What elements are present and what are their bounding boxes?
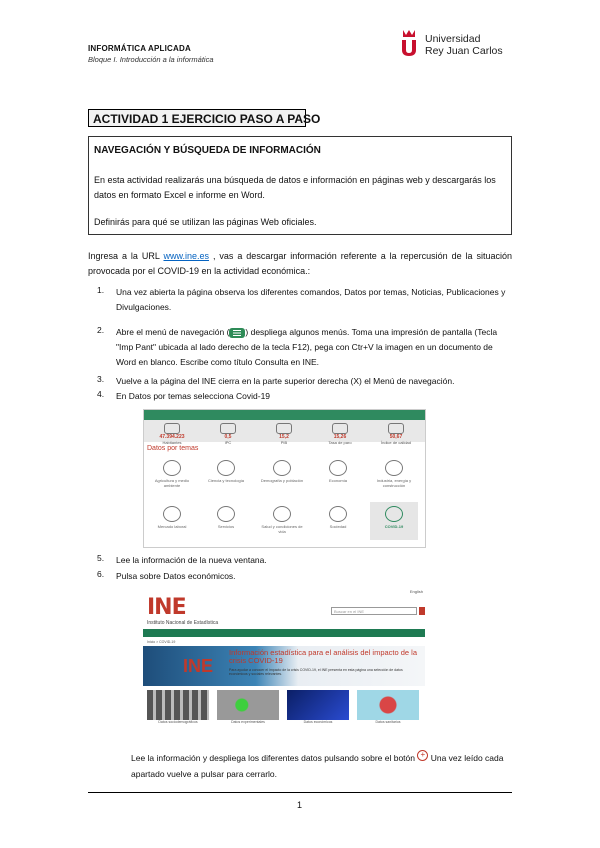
ine-topbar xyxy=(144,410,425,420)
ine-search-input[interactable]: Buscar en el INE xyxy=(331,607,417,615)
university-logo-icon xyxy=(398,28,420,58)
topic-tile[interactable] xyxy=(148,502,196,540)
step-4-number: 4. xyxy=(97,389,105,399)
stat-label: IPC xyxy=(224,440,232,445)
footer-divider xyxy=(88,792,512,793)
data-card[interactable] xyxy=(147,690,209,728)
topic-tile[interactable] xyxy=(202,502,250,540)
pot-icon xyxy=(388,423,404,434)
stat-label: Índice de calidad xyxy=(380,440,412,445)
block-subtitle: Bloque I. Introducción a la informática xyxy=(88,55,214,64)
university-line2: Rey Juan Carlos xyxy=(425,45,503,57)
search-icon[interactable] xyxy=(419,607,425,615)
ine-link[interactable]: www.ine.es xyxy=(163,251,210,261)
stat-value: 50,67 xyxy=(389,434,403,440)
society-icon xyxy=(329,506,347,522)
stat-item xyxy=(152,423,192,445)
data-card[interactable] xyxy=(357,690,419,728)
plus-circle-icon: + xyxy=(417,750,428,761)
stat-label: Tasa de paro xyxy=(328,440,352,445)
health-icon xyxy=(273,506,291,522)
intro-paragraph xyxy=(88,249,512,279)
ine-navbar xyxy=(143,629,425,637)
step-4-text: En Datos por temas selecciona Covid-19 xyxy=(116,391,271,401)
stat-label: PIB xyxy=(280,440,288,445)
step-5-text: Lee la información de la nueva ventana. xyxy=(116,555,267,565)
hero-title: Información estadística para el análisis del impacto de la crisis COVID-19 xyxy=(229,648,418,665)
bar-chart-icon xyxy=(329,460,347,476)
stat-value: 15,2 xyxy=(279,434,289,440)
stat-item xyxy=(208,423,248,445)
topic-label: Servicios xyxy=(217,524,235,529)
ine-stats-strip xyxy=(144,420,425,445)
people-icon xyxy=(273,460,291,476)
intro-before: Ingresa a la URL xyxy=(88,251,164,261)
step-6-text: Pulsa sobre Datos económicos. xyxy=(116,571,236,581)
topic-tile[interactable] xyxy=(148,456,196,494)
economy-photo xyxy=(287,690,349,720)
data-card[interactable] xyxy=(217,690,279,728)
intro-after: , vas a descargar información referente a la repercusión de la situación provocada por el COVID-19 en la actividad económica.: xyxy=(88,251,513,276)
topic-tile[interactable] xyxy=(314,456,362,494)
worker-icon xyxy=(163,506,181,522)
stat-value: 47.394.223 xyxy=(159,434,185,440)
step-5-number: 5. xyxy=(97,553,105,563)
step-3-text: Vuelve a la página del INE cierra en la parte superior derecha (X) el Menú de navegación. xyxy=(116,376,455,386)
ine-topics-screenshot xyxy=(143,409,426,548)
topic-label: Sociedad xyxy=(329,524,347,529)
closing-text xyxy=(131,750,512,782)
step-6-number: 6. xyxy=(97,569,105,579)
ine-logo[interactable]: INE xyxy=(147,595,186,620)
stat-item xyxy=(264,423,304,445)
card-label: Datos sociodemográficos xyxy=(158,720,198,724)
menu-icon xyxy=(229,328,245,338)
stat-item xyxy=(376,423,416,445)
card-label: Datos económicos xyxy=(303,720,333,724)
virus-icon xyxy=(385,506,403,522)
chart-icon xyxy=(220,423,236,434)
stat-label: Habitantes xyxy=(162,440,182,445)
box-paragraph-2: Definirás para qué se utilizan las páginas Web oficiales. xyxy=(94,217,317,227)
activity-title: ACTIVIDAD 1 EJERCICIO PASO A PASO xyxy=(88,109,306,127)
page-number: 1 xyxy=(297,800,303,810)
step-2-text-a: Abre el menú de navegación ( xyxy=(116,327,230,337)
people-icon xyxy=(164,423,180,434)
topic-label: Ciencia y tecnología xyxy=(207,478,245,483)
university-name xyxy=(425,33,503,57)
microscope-icon xyxy=(217,460,235,476)
language-link[interactable]: English xyxy=(409,589,423,594)
step-2-text xyxy=(116,325,512,370)
topics-heading: Datos por temas xyxy=(147,445,199,452)
stat-item xyxy=(320,423,360,445)
step-2-number: 2. xyxy=(97,325,105,335)
topic-tile[interactable] xyxy=(370,456,418,494)
data-card-economic[interactable] xyxy=(287,690,349,728)
closing-after: Una vez leído cada apartado vuelve a pulsar para cerrarlo. xyxy=(131,753,504,779)
topic-tile[interactable] xyxy=(258,502,306,540)
stat-value: 15,26 xyxy=(333,434,347,440)
industry-icon xyxy=(385,460,403,476)
hero-text: Para ayudar a conocer el impacto de la crisis COVID-19, el INE presenta en esta página una selección de datos económicos y sociales relevantes. xyxy=(229,668,403,676)
breadcrumb: Inicio > COVID-19 xyxy=(147,640,176,644)
topic-label: Economía xyxy=(328,478,347,483)
topic-tile[interactable] xyxy=(314,502,362,540)
topic-label: COVID-19 xyxy=(384,524,404,529)
course-title: INFORMÁTICA APLICADA xyxy=(88,44,191,53)
topic-label: Salud y condiciones de vida xyxy=(261,524,303,534)
topic-tile[interactable] xyxy=(258,456,306,494)
services-icon xyxy=(217,506,235,522)
ine-fullname: Instituto Nacional de Estadística xyxy=(147,620,219,626)
topic-label: Agricultura y medio ambiente xyxy=(154,478,190,488)
factory-icon xyxy=(276,423,292,434)
box-title: NAVEGACIÓN Y BÚSQUEDA DE INFORMACIÓN xyxy=(94,145,321,156)
stat-value: 0,5 xyxy=(224,434,232,440)
covid-hero-banner xyxy=(143,646,425,686)
card-label: Datos sanitarios xyxy=(375,720,401,724)
virus-photo xyxy=(217,690,279,720)
leaf-icon xyxy=(163,460,181,476)
ine-covid-screenshot xyxy=(143,589,425,731)
briefcase-icon xyxy=(332,423,348,434)
card-label: Datos experimentales xyxy=(231,720,265,724)
hero-ine-logo: INE xyxy=(183,656,214,676)
health-photo xyxy=(357,690,419,720)
step-3-number: 3. xyxy=(97,374,105,384)
topic-label: Mercado laboral xyxy=(157,524,187,529)
university-line1: Universidad xyxy=(425,33,481,45)
topic-tile-covid[interactable] xyxy=(370,502,418,540)
topic-label: Industria, energía y construcción xyxy=(376,478,412,488)
box-paragraph-1: En esta actividad realizarás una búsqueda de datos e información en páginas web y descargarás los datos en formato Excel e informe en Word. xyxy=(94,175,496,200)
step-2-text-b: ) despliega algunos menús. Toma una impresión de pantalla (Tecla "Imp Pant" ubicada al lado derecho de la tecla F12), pega con Ctr+V la imagen en un documento de Word en blanco. Escribe como título Consulta en INE. xyxy=(116,327,498,367)
topic-label: Demografía y población xyxy=(260,478,304,483)
closing-before: Lee la información y despliega los diferentes datos pulsando sobre el botón xyxy=(131,753,418,763)
step-1-text: Una vez abierta la página observa los diferentes comandos, Datos por temas, Noticias, Publicaciones y Divulgaciones. xyxy=(116,287,506,312)
people-photo xyxy=(147,690,209,720)
step-1-number: 1. xyxy=(97,285,105,295)
topic-tile[interactable] xyxy=(202,456,250,494)
